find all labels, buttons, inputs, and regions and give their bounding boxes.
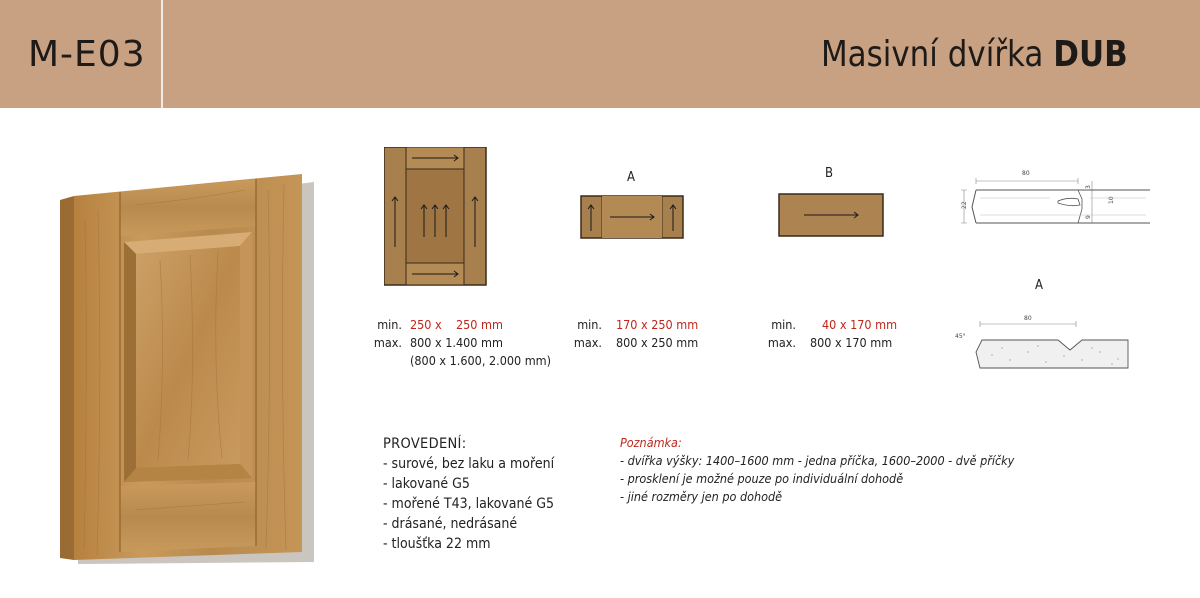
b-max-label: max.: [767, 335, 796, 350]
note-item: - jiné rozměry jen po dohodě: [620, 489, 783, 504]
product-code: M-E03: [28, 34, 146, 75]
header-bar: [0, 0, 1200, 108]
title-bold: DUB: [1053, 34, 1128, 75]
dim-groove-bottom-text: 9: [1085, 215, 1092, 219]
a-max-label: max.: [573, 335, 602, 350]
dim-thickness-text: 22: [961, 201, 968, 209]
angle-text: 45°: [955, 333, 966, 340]
b-min-label: min.: [771, 317, 796, 332]
profile-b-label: B: [825, 166, 834, 181]
door-min-label: min.: [377, 317, 402, 332]
title-prefix: Masivní dvířka: [821, 34, 1044, 75]
header-divider: [161, 0, 163, 108]
door-max-value: 800 x 1.400 mm: [410, 335, 503, 350]
door-max-label: max.: [373, 335, 402, 350]
profile-b-spec: [766, 316, 897, 352]
door-extra-value: (800 x 1.600, 2.000 mm): [410, 353, 552, 368]
a-min-label: min.: [577, 317, 602, 332]
door-min-value: 250 x 250 mm: [410, 317, 503, 332]
profile-a-label: A: [627, 170, 635, 185]
provedeni-item: - surové, bez laku a moření: [383, 456, 555, 472]
dim-width2-text: 80: [1024, 315, 1032, 322]
door-image: [40, 160, 320, 570]
note-item: - prosklení je možné pouze po individuální dohodě: [620, 471, 904, 486]
cross-section-diagram: [950, 165, 1160, 235]
profile-b-diagram: [778, 193, 886, 239]
dim-groove-top-text: 3: [1085, 185, 1092, 189]
section-a-diagram: [952, 310, 1132, 372]
provedeni-item: - lakované G5: [383, 476, 470, 492]
b-max-value: 800 x 170 mm: [810, 335, 893, 350]
dim-width-text: 80: [1022, 170, 1030, 177]
b-min-value: 40 x 170 mm: [822, 317, 898, 332]
provedeni-heading: PROVEDENÍ:: [383, 436, 467, 452]
profile-a-spec: [572, 316, 698, 352]
product-title: [821, 34, 1128, 75]
profile-a-diagram: [580, 195, 686, 241]
provedeni-item: - drásané, nedrásané: [383, 516, 518, 532]
provedeni-item: - mořené T43, lakované G5: [383, 496, 554, 512]
provedeni-item: - tloušťka 22 mm: [383, 536, 491, 552]
a-max-value: 800 x 250 mm: [616, 335, 699, 350]
note-section: [620, 434, 1014, 506]
note-heading: Poznámka:: [620, 435, 682, 450]
door-spec: [358, 316, 551, 370]
provedeni-section: [383, 434, 554, 554]
door-frame-diagram: [384, 147, 488, 287]
a-min-value: 170 x 250 mm: [616, 317, 699, 332]
section-a-label: A: [1035, 278, 1043, 293]
note-item: - dvířka výšky: 1400–1600 mm - jedna příčka, 1600–2000 - dvě příčky: [620, 453, 1015, 468]
dim-groove-depth-text: 10: [1108, 196, 1115, 204]
